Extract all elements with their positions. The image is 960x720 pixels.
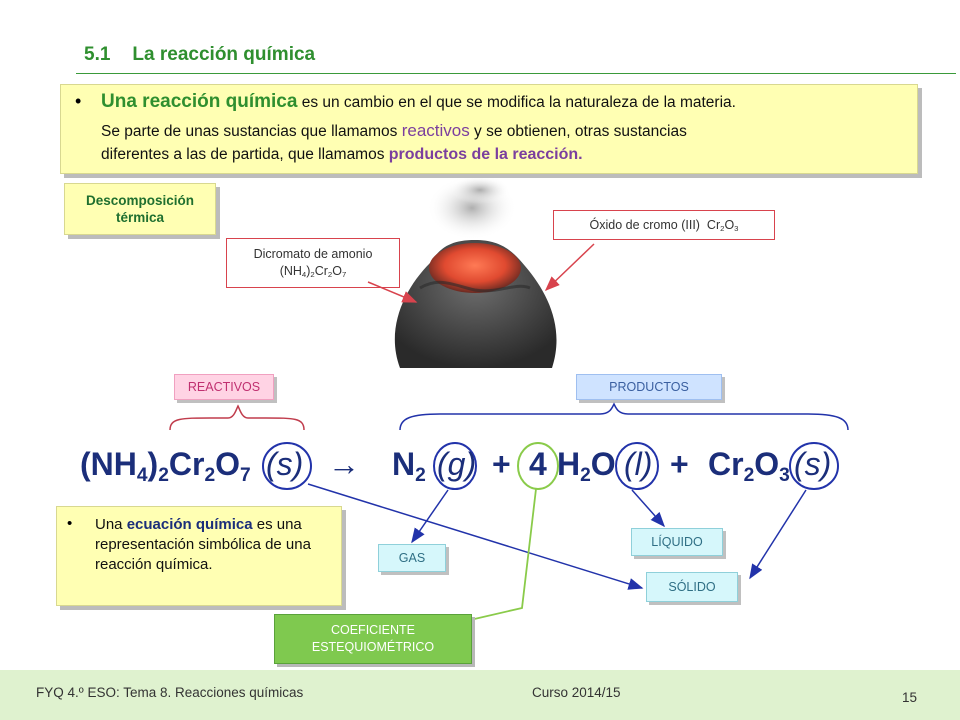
reaction-arrow: → <box>328 446 360 482</box>
decomposition-label-line-2: térmica <box>115 210 165 225</box>
definition-term: Una reacción química <box>101 91 298 112</box>
nitrogen-state: (g) <box>437 446 477 482</box>
equation-bullet: • <box>67 515 73 532</box>
oxido-arrow <box>546 244 594 290</box>
stoichiometric-coefficient: 4 <box>529 446 547 482</box>
oxido-formula: $Cr_2O_3$ <box>706 218 739 233</box>
footer-year: Curso 2014/15 <box>532 685 621 700</box>
solido-label: SÓLIDO <box>646 572 738 602</box>
equation-definition-pre: Una <box>95 516 127 533</box>
reactivos-brace <box>170 406 304 430</box>
reactant-formula: $(NH_4)_2Cr_2O_7$ <box>80 446 251 486</box>
liquid-arrow <box>632 490 664 526</box>
dicromato-arrow <box>368 282 416 302</box>
productos-tag: PRODUCTOS <box>576 374 722 400</box>
equation-definition-post: es una representación simbólica de una reacción química. <box>95 516 311 573</box>
solid-arrow <box>750 490 806 578</box>
coefficient-label <box>274 614 472 664</box>
dicromato-formula: $(NH_4)_2Cr_2O_7$ <box>279 264 347 279</box>
section-title: La reacción química <box>132 44 316 65</box>
water-state: (l) <box>624 446 653 482</box>
oxido-name: Óxido de cromo (III) <box>589 218 700 232</box>
equation-definition-text <box>95 515 341 575</box>
reactivos-tag: REACTIVOS <box>174 374 274 400</box>
gas-arrow <box>412 490 448 542</box>
productos-term: productos de la reacción. <box>388 146 583 163</box>
nitrogen-formula: $N_2$ <box>392 446 426 486</box>
reactant-state: (s) <box>266 446 304 482</box>
footer-course: FYQ 4.º ESO: Tema 8. Reacciones químicas <box>36 685 304 700</box>
oxide-state: (s) <box>794 446 832 482</box>
definition-line-2-start: Se parte de unas sustancias que llamamos <box>101 123 402 140</box>
gas-label: GAS <box>378 544 446 572</box>
definition-line-3-start: diferentes a las de partida, que llamamos <box>101 146 389 163</box>
reactant-solid-arrow <box>308 484 642 588</box>
plus-sign-1: + <box>492 446 511 482</box>
liquido-label: LÍQUIDO <box>631 528 723 556</box>
equation-term: ecuación química <box>126 516 253 533</box>
page-number: 15 <box>902 690 918 705</box>
slide-footer <box>0 670 960 720</box>
definition-line-1-rest: es un cambio en el que se modifica la naturaleza de la materia. <box>297 94 736 111</box>
oxide-formula: $Cr_2O_3$ <box>708 446 790 486</box>
coefficient-label-line-1: COEFICIENTE <box>330 623 416 637</box>
water-formula: $H_2O$ <box>557 446 616 486</box>
definition-bullet: • <box>75 91 82 111</box>
coefficient-connector <box>470 489 536 620</box>
coefficient-label-line-2: ESTEQUIOMÉTRICO <box>311 640 435 654</box>
plus-sign-2: + <box>670 446 689 482</box>
dicromato-name: Dicromato de amonio <box>253 247 373 261</box>
decomposition-label-line-1: Descomposición <box>85 193 195 208</box>
productos-brace <box>400 404 848 430</box>
section-number: 5.1 <box>84 44 111 65</box>
definition-line-2-rest: y se obtienen, otras sustancias <box>469 123 687 140</box>
chemical-equation <box>80 446 940 486</box>
reactivos-term: reactivos <box>401 121 470 140</box>
equation-definition-box <box>56 506 342 606</box>
